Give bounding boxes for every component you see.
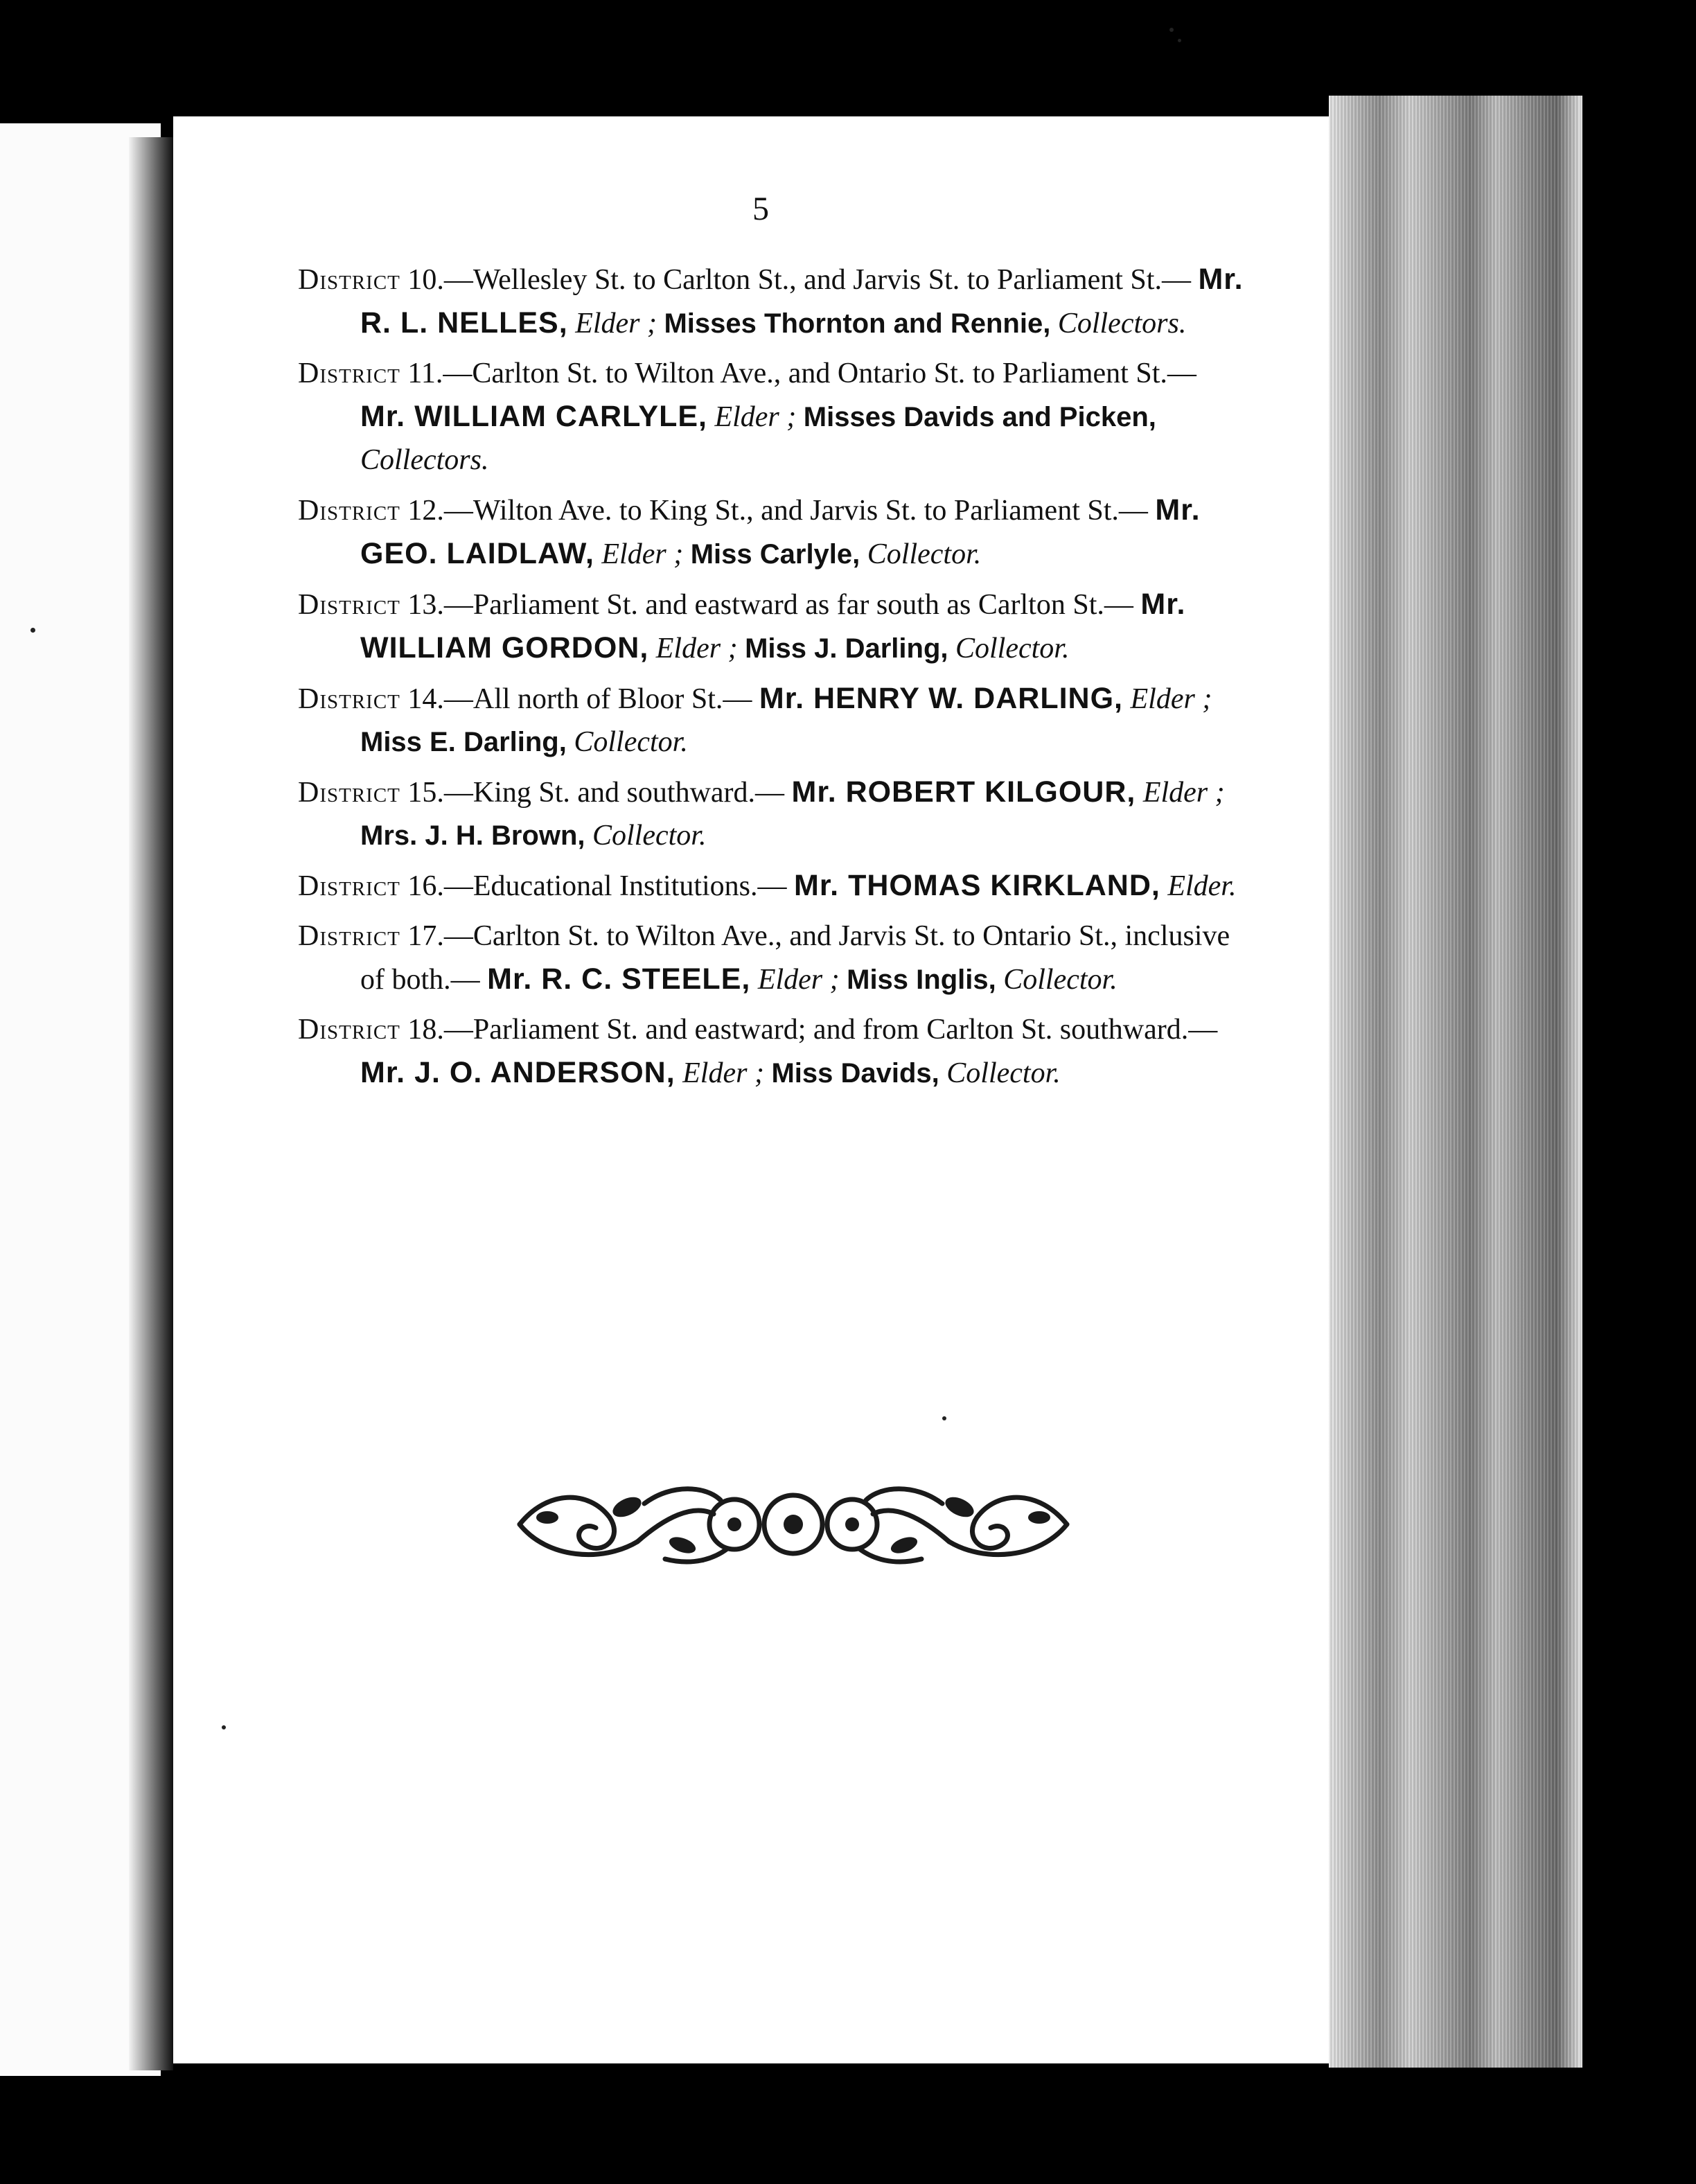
district-list (298, 258, 1247, 1102)
district-number: 12. (407, 495, 444, 527)
elder-role: Elder ; (655, 633, 738, 664)
district-area: —Carlton St. to Wilton Ave., and Ontario St. to Parliament St.— (443, 358, 1196, 389)
ink-speck (942, 1416, 946, 1420)
district-area: —Wellesley St. to Carlton St., and Jarvis St. to Parliament St.— (443, 264, 1191, 296)
district-area: —Carlton St. to Wilton Ave., and Jarvis St. to Ontario St., inclusive of both.— (360, 920, 1230, 996)
collectors-names: Miss Carlyle, (690, 539, 860, 570)
elder-role: Elder ; (682, 1057, 764, 1089)
district-label: District (298, 495, 400, 527)
ink-speck (1169, 28, 1174, 32)
collectors-names: Miss J. Darling, (745, 633, 948, 664)
collectors-role: Collectors. (1057, 308, 1187, 340)
collectors-role: Collector. (946, 1057, 1061, 1089)
collectors-names: Misses Davids and Picken, (803, 402, 1156, 432)
district-number: 11. (407, 358, 443, 389)
collectors-role: Collector. (574, 726, 688, 758)
elder-name: Mr. ROBERT KILGOUR, (791, 775, 1136, 809)
elder-role: Elder ; (1142, 777, 1225, 809)
elder-name: Mr. HENRY W. DARLING, (759, 682, 1124, 715)
elder-role: Elder ; (601, 538, 684, 570)
collectors-role: Collector. (955, 633, 1070, 664)
book-gutter (129, 137, 173, 2070)
district-area: —Wilton Ave. to King St., and Jarvis St. to Parliament St.— (443, 495, 1148, 527)
district-label: District (298, 870, 400, 902)
district-label: District (298, 777, 400, 809)
elder-name: Mr. R. L. NELLES, (360, 263, 1244, 340)
page-number: 5 (752, 191, 769, 227)
district-label: District (298, 1014, 400, 1046)
district-number: 18. (407, 1014, 444, 1046)
district-label: District (298, 264, 400, 296)
district-entry-16 (298, 864, 1247, 908)
foliage-scroll-ornament-icon (506, 1476, 1081, 1573)
district-entry-17 (298, 915, 1247, 1001)
district-entry-11 (298, 352, 1247, 482)
district-entry-15 (298, 770, 1247, 857)
district-area: —Educational Institutions.— (443, 870, 787, 902)
collectors-names: Misses Thornton and Rennie, (664, 308, 1051, 339)
elder-name: Mr. GEO. LAIDLAW, (360, 493, 1201, 570)
elder-role: Elder. (1167, 870, 1237, 902)
district-entry-18 (298, 1008, 1247, 1095)
elder-name: Mr. WILLIAM GORDON, (360, 588, 1186, 664)
district-area: —Parliament St. and eastward as far south as Carlton St.— (443, 589, 1133, 621)
elder-role: Elder ; (714, 401, 797, 433)
ink-speck (30, 628, 35, 633)
district-label: District (298, 683, 400, 715)
district-number: 10. (407, 264, 444, 296)
district-entry-14 (298, 677, 1247, 764)
district-label: District (298, 920, 400, 952)
collectors-role: Collectors. (360, 444, 489, 476)
collectors-names: Miss E. Darling, (360, 727, 567, 757)
district-area: —All north of Bloor St.— (443, 683, 752, 715)
district-entry-13 (298, 583, 1247, 670)
district-label: District (298, 358, 400, 389)
ink-speck (1178, 39, 1181, 42)
district-number: 15. (407, 777, 444, 809)
collectors-names: Mrs. J. H. Brown, (360, 820, 585, 851)
district-entry-12 (298, 488, 1247, 576)
collectors-role: Collector. (1003, 964, 1118, 996)
district-area: —Parliament St. and eastward; and from Carlton St. southward.— (443, 1014, 1218, 1046)
collectors-role: Collector. (592, 820, 707, 852)
district-number: 13. (407, 589, 444, 621)
elder-name: Mr. WILLIAM CARLYLE, (360, 400, 707, 433)
district-number: 14. (407, 683, 444, 715)
district-area: —King St. and southward.— (443, 777, 785, 809)
district-number: 16. (407, 870, 444, 902)
elder-name: Mr. R. C. STEELE, (487, 962, 751, 996)
elder-role: Elder ; (1130, 683, 1212, 715)
district-number: 17. (407, 920, 444, 952)
district-entry-10 (298, 258, 1247, 345)
elder-role: Elder ; (757, 964, 840, 996)
collectors-names: Miss Inglis, (847, 965, 996, 995)
collectors-names: Miss Davids, (771, 1058, 939, 1089)
elder-name: Mr. THOMAS KIRKLAND, (794, 869, 1160, 902)
collectors-role: Collector. (867, 538, 982, 570)
page-fore-edge (1329, 96, 1582, 2068)
district-label: District (298, 589, 400, 621)
elder-role: Elder ; (575, 308, 657, 340)
elder-name: Mr. J. O. ANDERSON, (360, 1056, 675, 1089)
ink-speck (222, 1725, 226, 1729)
